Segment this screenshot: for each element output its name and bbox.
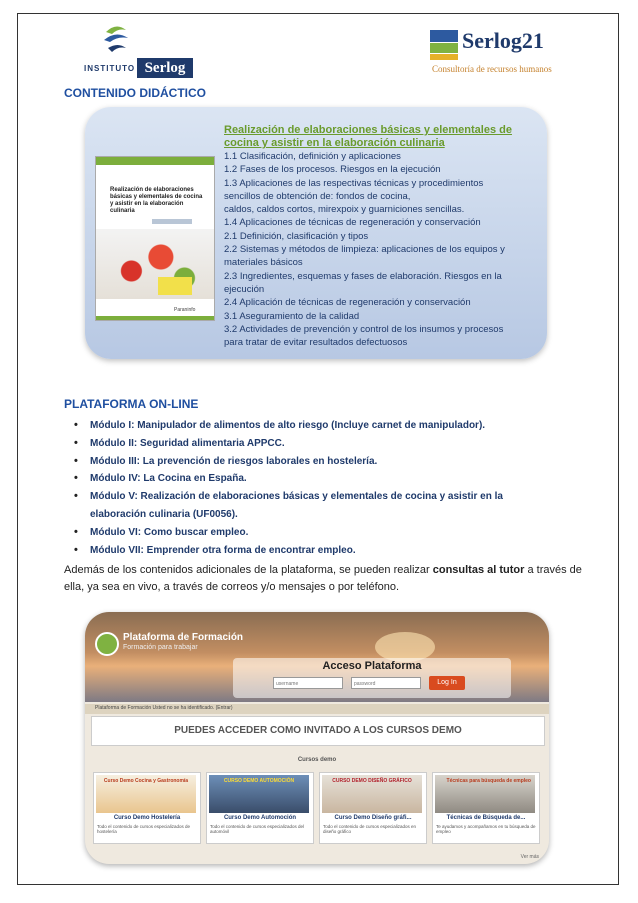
module-item: • Módulo IV: La Cocina en España. [72,470,592,488]
course-desc: Todo el contenido de cursos especializados de hostelería [97,824,191,834]
course-image-text: CURSO DEMO AUTOMOCIÓN [223,778,295,784]
platform-screenshot [85,612,549,864]
platform-status-text: Plataforma de Formación Usted no se ha identificado. (Entrar) [95,705,233,711]
course-image [435,775,535,813]
logo-block-yellow [430,54,458,60]
book-publisher: Paraninfo [174,307,196,313]
section-title-contenido: CONTENIDO DIDÁCTICO [64,86,206,100]
book-tag [158,277,192,295]
module-item-line: Módulo V: Realización de elaboraciones básicas y elementales de cocina y asistir en la [90,491,503,503]
course-desc: Te ayudamos y acompañamos en tu búsqueda de empleo [436,824,536,834]
section-title-plataforma: PLATAFORMA ON-LINE [64,397,199,411]
username-input[interactable]: username [273,677,343,689]
book-cover [95,156,215,321]
syllabus-item: 1.3 Aplicaciones de las respectivas técnicas y procedimientos [224,177,484,189]
paragraph-post: a través de ella, ya sea en vivo, a través de correos y/o mensajes o por teléfono. [64,564,582,593]
course-card-automocion[interactable] [206,772,314,844]
course-image [209,775,309,813]
syllabus-item: caldos, caldos cortos, mirexpoix y guarniciones sencillas. [224,204,465,216]
course-card-empleo[interactable] [432,772,540,844]
instituto-serlog-logo [84,22,192,80]
book-band-bottom [96,316,214,320]
platform-footer-link[interactable]: Ver más [520,854,539,860]
login-panel [233,658,511,698]
syllabus-item: 2.3 Ingredientes, esquemas y fases de elaboración. Riesgos en la [224,270,502,282]
syllabus-item: 1.2 Fases de los procesos. Riesgos en la ejecución [224,164,441,176]
book-title: Realización de elaboraciones básicas y elementales de cocina y asistir en la elaboración culinaria [110,187,203,214]
syllabus-item: 3.2 Actividades de prevención y control de los insumos y procesos [224,323,504,335]
syllabus-item: materiales básicos [224,257,303,269]
book-band-top [96,157,214,165]
module-item [72,488,592,524]
course-desc: Todo el contenido de cursos especializados en diseño gráfico [323,824,417,834]
module-item: • Módulo VI: Como buscar empleo. [72,524,592,542]
course-desc: Todo el contenido de cursos especializados del automóvil [210,824,305,834]
syllabus-item: 3.1 Aseguramiento de la calidad [224,310,360,322]
module-item: • Módulo II: Seguridad alimentaria APPCC. [72,435,592,453]
module-list [72,417,592,559]
syllabus-item: 2.4 Aplicación de técnicas de regeneración y conservación [224,297,471,309]
course-image-text: CURSO DEMO DISEÑO GRÁFICO [332,778,412,784]
course-name: Curso Demo Diseño gráfi... [334,815,412,821]
course-card-hosteleria[interactable] [93,772,201,844]
syllabus-item: ejecución [224,283,265,295]
guest-banner-text: PUEDES ACCEDER COMO INVITADO A LOS CURSOS DEMO [174,725,462,736]
guest-banner [91,716,545,746]
syllabus-item: para tratar de evitar resultados defectuosos [224,337,408,349]
password-input[interactable]: password [351,677,421,689]
syllabus-item: 2.1 Definición, clasificación y tipos [224,230,369,242]
platform-brand-sub: Formación para trabajar [123,644,198,651]
course-image-text: Técnicas para búsqueda de empleo [446,778,531,784]
login-button[interactable]: Log In [429,676,465,690]
tutor-paragraph [64,562,594,596]
logo-serlog-text: Serlog [137,58,193,78]
logo-block-blue [430,30,458,42]
platform-brand: Plataforma de Formación [123,632,244,643]
course-name: Curso Demo Automoción [223,815,297,821]
course-name: Técnicas de Búsqueda de... [446,815,526,821]
paragraph-pre: Además de los contenidos adicionales de la plataforma, se pueden realizar [64,564,433,576]
module-item: • Módulo VII: Emprender otra forma de encontrar empleo. [72,542,592,560]
serlog-mark-icon [100,22,132,58]
syllabus-item: 1.4 Aplicaciones de técnicas de regeneración y conservación [224,217,481,229]
syllabus-item: sencillos de obtención de: fondos de cocina, [224,190,411,202]
logo-block-green [430,43,458,53]
course-image [96,775,196,813]
course-image-text: Curso Demo Cocina y Gastronomía [103,778,189,784]
syllabus-list [224,150,534,349]
logo-institute-text: INSTITUTO [84,64,136,73]
book-author-bar [152,219,192,224]
paragraph-bold: consultas al tutor [432,564,525,576]
card-heading: Realización de elaboraciones básicas y elementales de cocina y asistir en la elaboración culinaria [224,124,512,149]
logo-tagline: Consultoría de recursos humanos [432,64,552,74]
course-image [322,775,422,813]
login-title: Acceso Plataforma [322,660,422,672]
syllabus-item: 2.2 Sistemas y métodos de limpieza: aplicaciones de los equipos y [224,244,505,256]
module-item: • Módulo III: La prevención de riesgos laborales en hostelería. [72,453,592,471]
book-photo [96,229,214,299]
syllabus-item: 1.1 Clasificación, definición y aplicaciones [224,151,401,162]
serlog21-logo [430,30,570,80]
demo-courses-label: Cursos demo [297,757,337,763]
platform-logo-icon [95,632,119,656]
course-name: Curso Demo Hostelería [113,815,181,821]
module-item-line: elaboración culinaria (UF0056). [90,508,238,520]
course-card-diseno[interactable] [319,772,427,844]
logo-serlog21-text: Serlog21 [462,28,544,53]
module-item: • Módulo I: Manipulador de alimentos de alto riesgo (Incluye carnet de manipulador). [72,417,592,435]
